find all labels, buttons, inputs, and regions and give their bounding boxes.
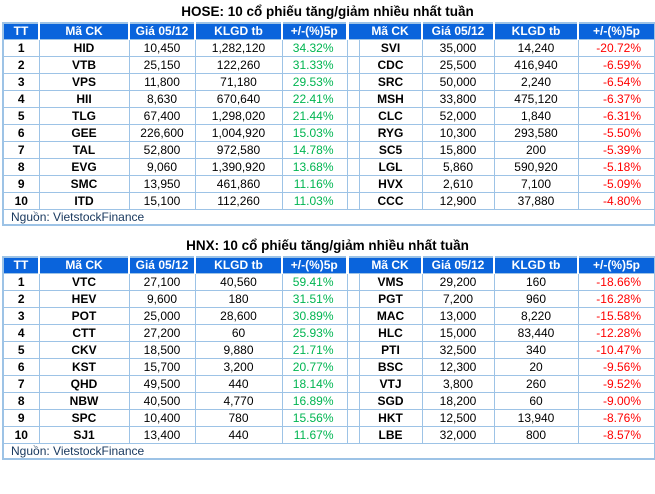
ticker-cell: QHD <box>39 375 129 392</box>
change-cell: -15.58% <box>578 307 655 324</box>
volume-cell: 416,940 <box>494 56 578 73</box>
change-cell: 29.53% <box>282 73 347 90</box>
volume-cell: 1,004,920 <box>195 124 282 141</box>
gap-cell <box>347 107 359 124</box>
table-row <box>3 124 655 141</box>
price-cell: 29,200 <box>422 273 494 290</box>
col-header-price: Giá 05/12 <box>129 23 195 39</box>
change-cell: -8.76% <box>578 409 655 426</box>
table-row <box>3 426 655 443</box>
price-cell: 50,000 <box>422 73 494 90</box>
price-cell: 13,950 <box>129 175 195 192</box>
col-header-change: +/-(%)5p <box>578 23 655 39</box>
table-row <box>3 107 655 124</box>
change-cell: 31.51% <box>282 290 347 307</box>
price-cell: 25,000 <box>129 307 195 324</box>
volume-cell: 293,580 <box>494 124 578 141</box>
change-cell: 11.67% <box>282 426 347 443</box>
volume-cell: 7,100 <box>494 175 578 192</box>
volume-cell: 40,560 <box>195 273 282 290</box>
volume-cell: 20 <box>494 358 578 375</box>
source-label: Nguồn: VietstockFinance <box>3 443 655 459</box>
ticker-cell: GEE <box>39 124 129 141</box>
source-label: Nguồn: VietstockFinance <box>3 209 655 225</box>
volume-cell: 60 <box>494 392 578 409</box>
col-header-price: Giá 05/12 <box>129 257 195 273</box>
ticker-cell: VTB <box>39 56 129 73</box>
change-cell: -20.72% <box>578 39 655 56</box>
volume-cell: 112,260 <box>195 192 282 209</box>
price-cell: 33,800 <box>422 90 494 107</box>
col-header-change: +/-(%)5p <box>282 23 347 39</box>
volume-cell: 340 <box>494 341 578 358</box>
price-cell: 9,600 <box>129 290 195 307</box>
rank-cell: 9 <box>3 175 39 192</box>
price-cell: 226,600 <box>129 124 195 141</box>
gap-cell <box>347 324 359 341</box>
gap-cell <box>347 426 359 443</box>
table-row <box>3 141 655 158</box>
ticker-cell: CCC <box>359 192 422 209</box>
change-cell: 31.33% <box>282 56 347 73</box>
volume-cell: 1,390,920 <box>195 158 282 175</box>
ticker-cell: HKT <box>359 409 422 426</box>
change-cell: -6.54% <box>578 73 655 90</box>
gap-cell <box>347 192 359 209</box>
change-cell: 34.32% <box>282 39 347 56</box>
ticker-cell: POT <box>39 307 129 324</box>
col-header-ticker: Mã CK <box>359 23 422 39</box>
col-header-volume: KLGD tb <box>195 257 282 273</box>
ticker-cell: MAC <box>359 307 422 324</box>
change-cell: 15.56% <box>282 409 347 426</box>
header-gap <box>347 23 359 39</box>
table-row <box>3 192 655 209</box>
price-cell: 18,500 <box>129 341 195 358</box>
volume-cell: 1,282,120 <box>195 39 282 56</box>
volume-cell: 972,580 <box>195 141 282 158</box>
gap-cell <box>347 392 359 409</box>
ticker-cell: VMS <box>359 273 422 290</box>
change-cell: -5.09% <box>578 175 655 192</box>
rank-cell: 8 <box>3 158 39 175</box>
change-cell: 16.89% <box>282 392 347 409</box>
col-header-rank: TT <box>3 257 39 273</box>
price-cell: 35,000 <box>422 39 494 56</box>
price-cell: 10,450 <box>129 39 195 56</box>
rank-cell: 4 <box>3 324 39 341</box>
change-cell: 30.89% <box>282 307 347 324</box>
col-header-ticker: Mã CK <box>359 257 422 273</box>
rank-cell: 7 <box>3 375 39 392</box>
change-cell: 14.78% <box>282 141 347 158</box>
volume-cell: 440 <box>195 375 282 392</box>
rank-cell: 6 <box>3 358 39 375</box>
col-header-price: Giá 05/12 <box>422 257 494 273</box>
rank-cell: 8 <box>3 392 39 409</box>
rank-cell: 2 <box>3 56 39 73</box>
ticker-cell: SMC <box>39 175 129 192</box>
col-header-volume: KLGD tb <box>494 23 578 39</box>
rank-cell: 1 <box>3 273 39 290</box>
hose-table-title: HOSE: 10 cổ phiếu tăng/giảm nhiều nhất tuần <box>181 4 474 19</box>
volume-cell: 2,240 <box>494 73 578 90</box>
ticker-cell: MSH <box>359 90 422 107</box>
table-row <box>3 158 655 175</box>
ticker-cell: SJ1 <box>39 426 129 443</box>
price-cell: 67,400 <box>129 107 195 124</box>
gap-cell <box>347 375 359 392</box>
change-cell: 25.93% <box>282 324 347 341</box>
table-row <box>3 273 655 290</box>
col-header-volume: KLGD tb <box>494 257 578 273</box>
gap-cell <box>347 124 359 141</box>
volume-cell: 960 <box>494 290 578 307</box>
volume-cell: 37,880 <box>494 192 578 209</box>
change-cell: 15.03% <box>282 124 347 141</box>
gap-cell <box>347 341 359 358</box>
volume-cell: 9,880 <box>195 341 282 358</box>
volume-cell: 122,260 <box>195 56 282 73</box>
volume-cell: 3,200 <box>195 358 282 375</box>
price-cell: 12,300 <box>422 358 494 375</box>
source-row <box>3 443 655 459</box>
ticker-cell: PGT <box>359 290 422 307</box>
price-cell: 49,500 <box>129 375 195 392</box>
gap-cell <box>347 56 359 73</box>
rank-cell: 7 <box>3 141 39 158</box>
price-cell: 52,800 <box>129 141 195 158</box>
header-row <box>3 23 655 39</box>
ticker-cell: SVI <box>359 39 422 56</box>
ticker-cell: HID <box>39 39 129 56</box>
price-cell: 32,500 <box>422 341 494 358</box>
change-cell: -18.66% <box>578 273 655 290</box>
table-row <box>3 375 655 392</box>
volume-cell: 780 <box>195 409 282 426</box>
change-cell: 22.41% <box>282 90 347 107</box>
col-header-change: +/-(%)5p <box>578 257 655 273</box>
rank-cell: 10 <box>3 192 39 209</box>
change-cell: 11.03% <box>282 192 347 209</box>
table-row <box>3 341 655 358</box>
change-cell: 13.68% <box>282 158 347 175</box>
ticker-cell: ITD <box>39 192 129 209</box>
table-row <box>3 90 655 107</box>
volume-cell: 13,940 <box>494 409 578 426</box>
ticker-cell: CLC <box>359 107 422 124</box>
price-cell: 15,100 <box>129 192 195 209</box>
gap-cell <box>347 39 359 56</box>
table-row <box>3 290 655 307</box>
change-cell: 21.71% <box>282 341 347 358</box>
volume-cell: 60 <box>195 324 282 341</box>
header-row <box>3 257 655 273</box>
price-cell: 13,000 <box>422 307 494 324</box>
ticker-cell: SPC <box>39 409 129 426</box>
change-cell: -9.52% <box>578 375 655 392</box>
volume-cell: 590,920 <box>494 158 578 175</box>
price-cell: 10,400 <box>129 409 195 426</box>
volume-cell: 200 <box>494 141 578 158</box>
change-cell: -4.80% <box>578 192 655 209</box>
rank-cell: 10 <box>3 426 39 443</box>
ticker-cell: CTT <box>39 324 129 341</box>
volume-cell: 14,240 <box>494 39 578 56</box>
price-cell: 7,200 <box>422 290 494 307</box>
table-row <box>3 175 655 192</box>
gap-cell <box>347 290 359 307</box>
col-header-ticker: Mã CK <box>39 257 129 273</box>
gap-cell <box>347 409 359 426</box>
hose-table <box>2 22 655 226</box>
ticker-cell: TLG <box>39 107 129 124</box>
col-header-ticker: Mã CK <box>39 23 129 39</box>
table-row <box>3 307 655 324</box>
rank-cell: 4 <box>3 90 39 107</box>
price-cell: 18,200 <box>422 392 494 409</box>
change-cell: -6.59% <box>578 56 655 73</box>
volume-cell: 28,600 <box>195 307 282 324</box>
hnx-panel <box>0 235 655 460</box>
table-row <box>3 392 655 409</box>
hnx-table <box>2 256 655 460</box>
change-cell: -12.28% <box>578 324 655 341</box>
volume-cell: 180 <box>195 290 282 307</box>
table-row <box>3 358 655 375</box>
gap-cell <box>347 175 359 192</box>
change-cell: -6.37% <box>578 90 655 107</box>
gap-cell <box>347 73 359 90</box>
volume-cell: 440 <box>195 426 282 443</box>
table-row <box>3 324 655 341</box>
table-row <box>3 73 655 90</box>
price-cell: 27,200 <box>129 324 195 341</box>
price-cell: 10,300 <box>422 124 494 141</box>
price-cell: 8,630 <box>129 90 195 107</box>
col-header-volume: KLGD tb <box>195 23 282 39</box>
rank-cell: 5 <box>3 107 39 124</box>
price-cell: 15,800 <box>422 141 494 158</box>
ticker-cell: VTC <box>39 273 129 290</box>
ticker-cell: HVX <box>359 175 422 192</box>
ticker-cell: LGL <box>359 158 422 175</box>
ticker-cell: CDC <box>359 56 422 73</box>
change-cell: 11.16% <box>282 175 347 192</box>
volume-cell: 260 <box>494 375 578 392</box>
price-cell: 9,060 <box>129 158 195 175</box>
ticker-cell: EVG <box>39 158 129 175</box>
price-cell: 11,800 <box>129 73 195 90</box>
ticker-cell: CKV <box>39 341 129 358</box>
change-cell: -10.47% <box>578 341 655 358</box>
rank-cell: 9 <box>3 409 39 426</box>
rank-cell: 3 <box>3 307 39 324</box>
volume-cell: 4,770 <box>195 392 282 409</box>
table-row <box>3 39 655 56</box>
price-cell: 2,610 <box>422 175 494 192</box>
change-cell: -16.28% <box>578 290 655 307</box>
col-header-rank: TT <box>3 23 39 39</box>
price-cell: 25,150 <box>129 56 195 73</box>
gap-cell <box>347 141 359 158</box>
ticker-cell: HEV <box>39 290 129 307</box>
hose-panel <box>0 1 655 226</box>
change-cell: -5.39% <box>578 141 655 158</box>
header-gap <box>347 257 359 273</box>
volume-cell: 83,440 <box>494 324 578 341</box>
ticker-cell: SC5 <box>359 141 422 158</box>
price-cell: 32,000 <box>422 426 494 443</box>
rank-cell: 5 <box>3 341 39 358</box>
price-cell: 25,500 <box>422 56 494 73</box>
volume-cell: 800 <box>494 426 578 443</box>
ticker-cell: KST <box>39 358 129 375</box>
ticker-cell: SRC <box>359 73 422 90</box>
price-cell: 15,000 <box>422 324 494 341</box>
ticker-cell: NBW <box>39 392 129 409</box>
volume-cell: 670,640 <box>195 90 282 107</box>
ticker-cell: BSC <box>359 358 422 375</box>
volume-cell: 461,860 <box>195 175 282 192</box>
ticker-cell: VPS <box>39 73 129 90</box>
price-cell: 52,000 <box>422 107 494 124</box>
change-cell: -5.50% <box>578 124 655 141</box>
ticker-cell: PTI <box>359 341 422 358</box>
change-cell: -9.00% <box>578 392 655 409</box>
change-cell: 59.41% <box>282 273 347 290</box>
price-cell: 3,800 <box>422 375 494 392</box>
table-row <box>3 56 655 73</box>
rank-cell: 1 <box>3 39 39 56</box>
gap-cell <box>347 358 359 375</box>
ticker-cell: RYG <box>359 124 422 141</box>
volume-cell: 475,120 <box>494 90 578 107</box>
price-cell: 12,500 <box>422 409 494 426</box>
change-cell: -9.56% <box>578 358 655 375</box>
price-cell: 5,860 <box>422 158 494 175</box>
volume-cell: 1,298,020 <box>195 107 282 124</box>
change-cell: -5.18% <box>578 158 655 175</box>
hnx-table-title: HNX: 10 cổ phiếu tăng/giảm nhiều nhất tuần <box>186 238 469 253</box>
rank-cell: 2 <box>3 290 39 307</box>
volume-cell: 71,180 <box>195 73 282 90</box>
price-cell: 27,100 <box>129 273 195 290</box>
gap-cell <box>347 90 359 107</box>
volume-cell: 160 <box>494 273 578 290</box>
col-header-price: Giá 05/12 <box>422 23 494 39</box>
ticker-cell: HLC <box>359 324 422 341</box>
ticker-cell: SGD <box>359 392 422 409</box>
gap-cell <box>347 307 359 324</box>
table-row <box>3 409 655 426</box>
volume-cell: 8,220 <box>494 307 578 324</box>
source-row <box>3 209 655 225</box>
change-cell: -6.31% <box>578 107 655 124</box>
col-header-change: +/-(%)5p <box>282 257 347 273</box>
price-cell: 40,500 <box>129 392 195 409</box>
gap-cell <box>347 158 359 175</box>
rank-cell: 6 <box>3 124 39 141</box>
gap-cell <box>347 273 359 290</box>
ticker-cell: VTJ <box>359 375 422 392</box>
volume-cell: 1,840 <box>494 107 578 124</box>
change-cell: -8.57% <box>578 426 655 443</box>
price-cell: 12,900 <box>422 192 494 209</box>
rank-cell: 3 <box>3 73 39 90</box>
change-cell: 21.44% <box>282 107 347 124</box>
ticker-cell: HII <box>39 90 129 107</box>
change-cell: 20.77% <box>282 358 347 375</box>
ticker-cell: LBE <box>359 426 422 443</box>
ticker-cell: TAL <box>39 141 129 158</box>
price-cell: 13,400 <box>129 426 195 443</box>
price-cell: 15,700 <box>129 358 195 375</box>
change-cell: 18.14% <box>282 375 347 392</box>
